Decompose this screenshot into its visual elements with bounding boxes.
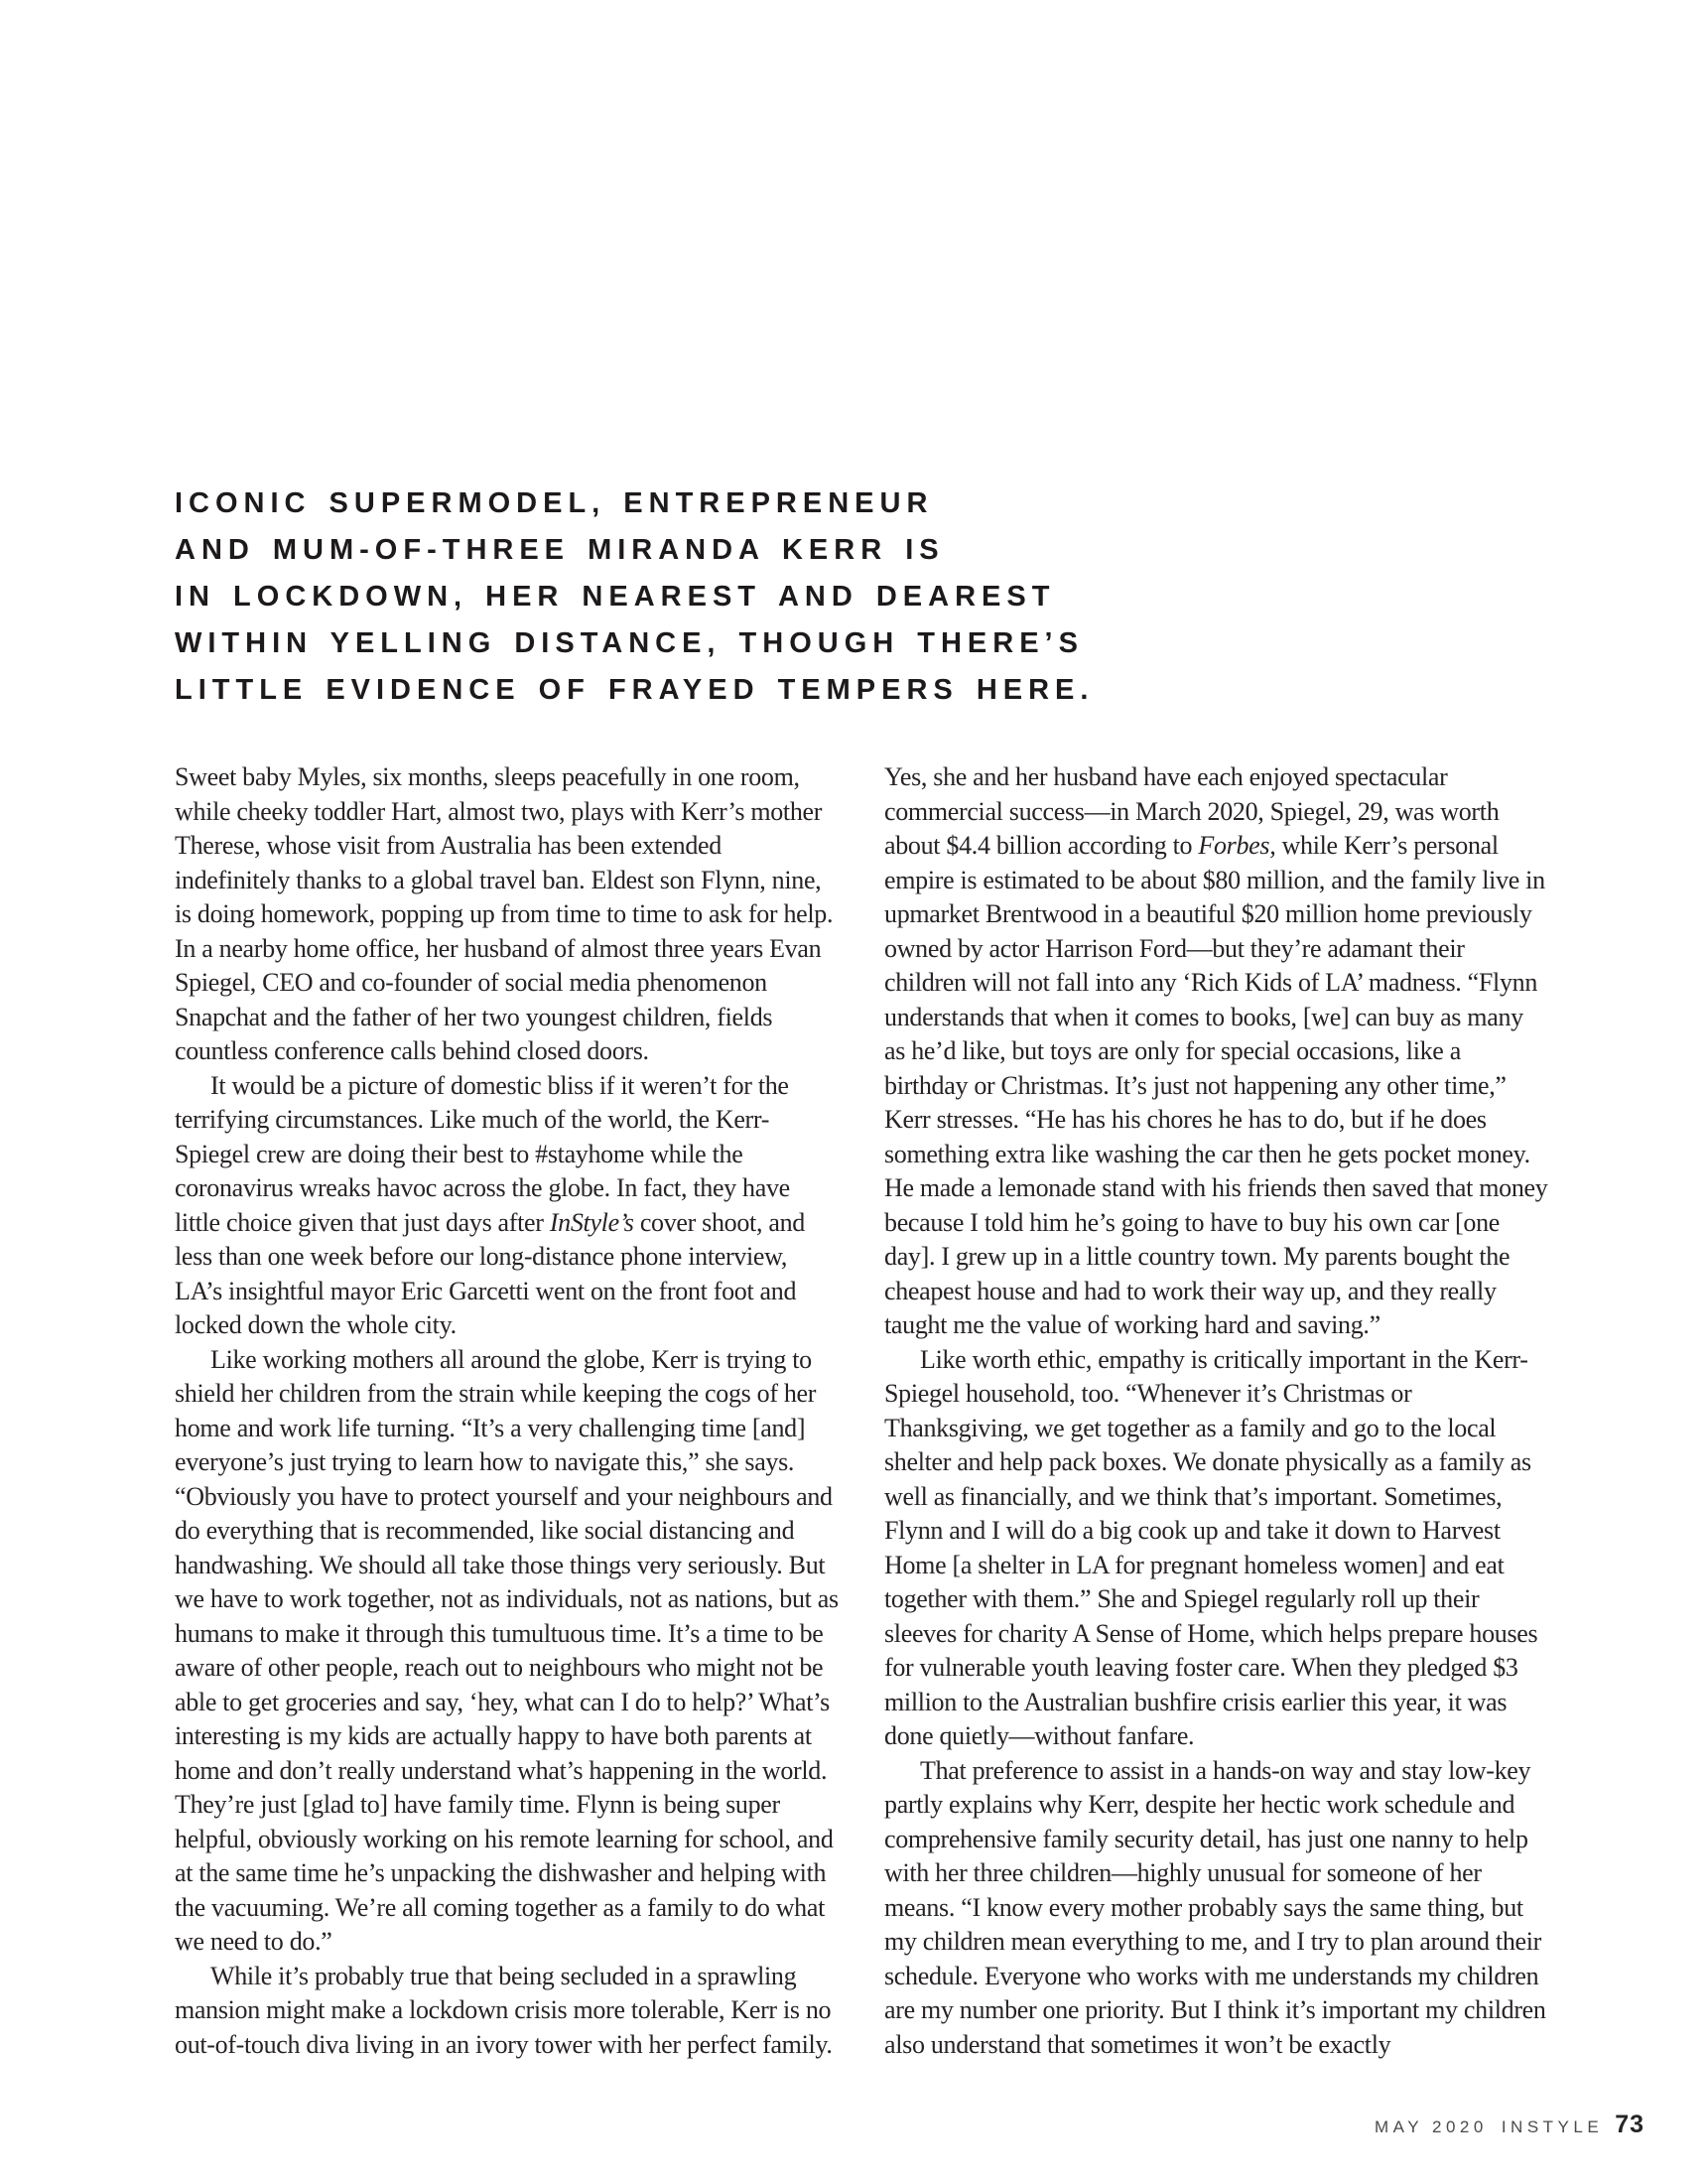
- paragraph: Like working mothers all around the globe, Kerr is trying to shield her children from the strain while keeping the cogs of her home and work life turning. “It’s a very challenging time [and] everyone’s just trying to learn how to navigate this,” she says. “Obviously you have to protect yourself and your neighbours and do everything that is recommended, like social distancing and handwashing. We should all take those things very seriously. But we have to work together, not as individuals, not as nations, but as humans to make it through this tumultuous time. It’s a time to be aware of other people, reach out to neighbours who might not be able to get groceries and say, ‘hey, what can I do to help?’ What’s interesting is my kids are actually happy to have both parents at home and don’t really understand what’s happening in the world. They’re just [glad to] have family time. Flynn is being super helpful, obviously working on his remote learning for school, and at the same time he’s unpacking the dishwasher and helping with the vacuuming. We’re all coming together as a family to do what we need to do.”: [175, 1344, 839, 1956]
- headline-line: AND MUM-OF-THREE MIRANDA KERR IS: [175, 534, 945, 566]
- paragraph: It would be a picture of domestic bliss if it weren’t for the terrifying circumstances. Like much of the world, the Kerr-Spiegel crew are doing their best to #stayhome while the coronavirus wreaks havoc across the globe. In fact, they have little choice given that just days after InStyle’s cover shoot, and less than one week before our long-distance phone interview, LA’s insightful mayor Eric Garcetti went on the front foot and locked down the whole city.: [175, 1070, 805, 1339]
- headline-line: IN LOCKDOWN, HER NEAREST AND DEAREST: [175, 581, 1056, 613]
- article-column-left: [175, 760, 839, 2062]
- article-column-right: [884, 760, 1548, 2062]
- article-body: [175, 760, 1548, 2062]
- footer-page-number: 73: [1615, 2111, 1644, 2138]
- headline-line: ICONIC SUPERMODEL, ENTREPRENEUR: [175, 487, 934, 519]
- headline-line: LITTLE EVIDENCE OF FRAYED TEMPERS HERE.: [175, 674, 1095, 706]
- paragraph: Sweet baby Myles, six months, sleeps peacefully in one room, while cheeky toddler Hart, almost two, plays with Kerr’s mother Therese, whose visit from Australia has been extended indefinitely thanks to a global travel ban. Eldest son Flynn, nine, is doing homework, popping up from time to time to ask for help. In a nearby home office, her husband of almost three years Evan Spiegel, CEO and co-founder of social media phenomenon Snapchat and the father of her two youngest children, fields countless conference calls behind closed doors.: [175, 762, 834, 1065]
- footer-magazine-name: INSTYLE: [1501, 2117, 1604, 2136]
- paragraph: Yes, she and her husband have each enjoyed spectacular commercial success—in March 2020, Spiegel, 29, was worth about $4.4 billion according to Forbes, while Kerr’s personal empire is estimated to be about $80 million, and the family live in upmarket Brentwood in a beautiful $20 million home previously owned by actor Harrison Ford—but they’re adamant their children will not fall into any ‘Rich Kids of LA’ madness. “Flynn understands that when it comes to books, [we] can buy as many as he’d like, but toys are only for special occasions, like a birthday or Christmas. It’s just not happening any other time,” Kerr stresses. “He has his chores he has to do, but if he does something extra like washing the car then he gets pocket money. He made a lemonade stand with his friends then saved that money because I told him he’s going to have to buy his own car [one day]. I grew up in a little country town. My parents bought the cheapest house and had to work their way up, and they really taught me the value of working hard and saving.”: [884, 762, 1548, 1339]
- article-headline: [175, 480, 1584, 714]
- paragraph: Like worth ethic, empathy is critically important in the Kerr-Spiegel household, too. “Whenever it’s Christmas or Thanksgiving, we get together as a family and go to the local shelter and help pack boxes. We donate physically as a family as well as financially, and we think that’s important. Sometimes, Flynn and I will do a big cook up and take it down to Harvest Home [a shelter in LA for pregnant homeless women] and eat together with them.” She and Spiegel regularly roll up their sleeves for charity A Sense of Home, which helps prepare houses for vulnerable youth leaving foster care. When they pledged $3 million to the Australian bushfire crisis earlier this year, it was done quietly—without fanfare.: [884, 1344, 1538, 1750]
- footer-issue-date: MAY 2020: [1375, 2117, 1488, 2136]
- paragraph: That preference to assist in a hands-on way and stay low-key partly explains why Kerr, despite her hectic work schedule and comprehensive family security detail, has just one nanny to help with her three children—highly unusual for someone of her means. “I know every mother probably says the same thing, but my children mean everything to me, and I try to plan around their schedule. Everyone who works with me understands my children are my number one priority. But I think it’s important my children also understand that sometimes it won’t be exactly: [884, 1755, 1546, 2059]
- page-footer: [1375, 2111, 1644, 2139]
- headline-line: WITHIN YELLING DISTANCE, THOUGH THERE’S: [175, 627, 1084, 659]
- paragraph: While it’s probably true that being secluded in a sprawling mansion might make a lockdown crisis more tolerable, Kerr is no out-of-touch diva living in an ivory tower with her perfect family.: [175, 1961, 833, 2059]
